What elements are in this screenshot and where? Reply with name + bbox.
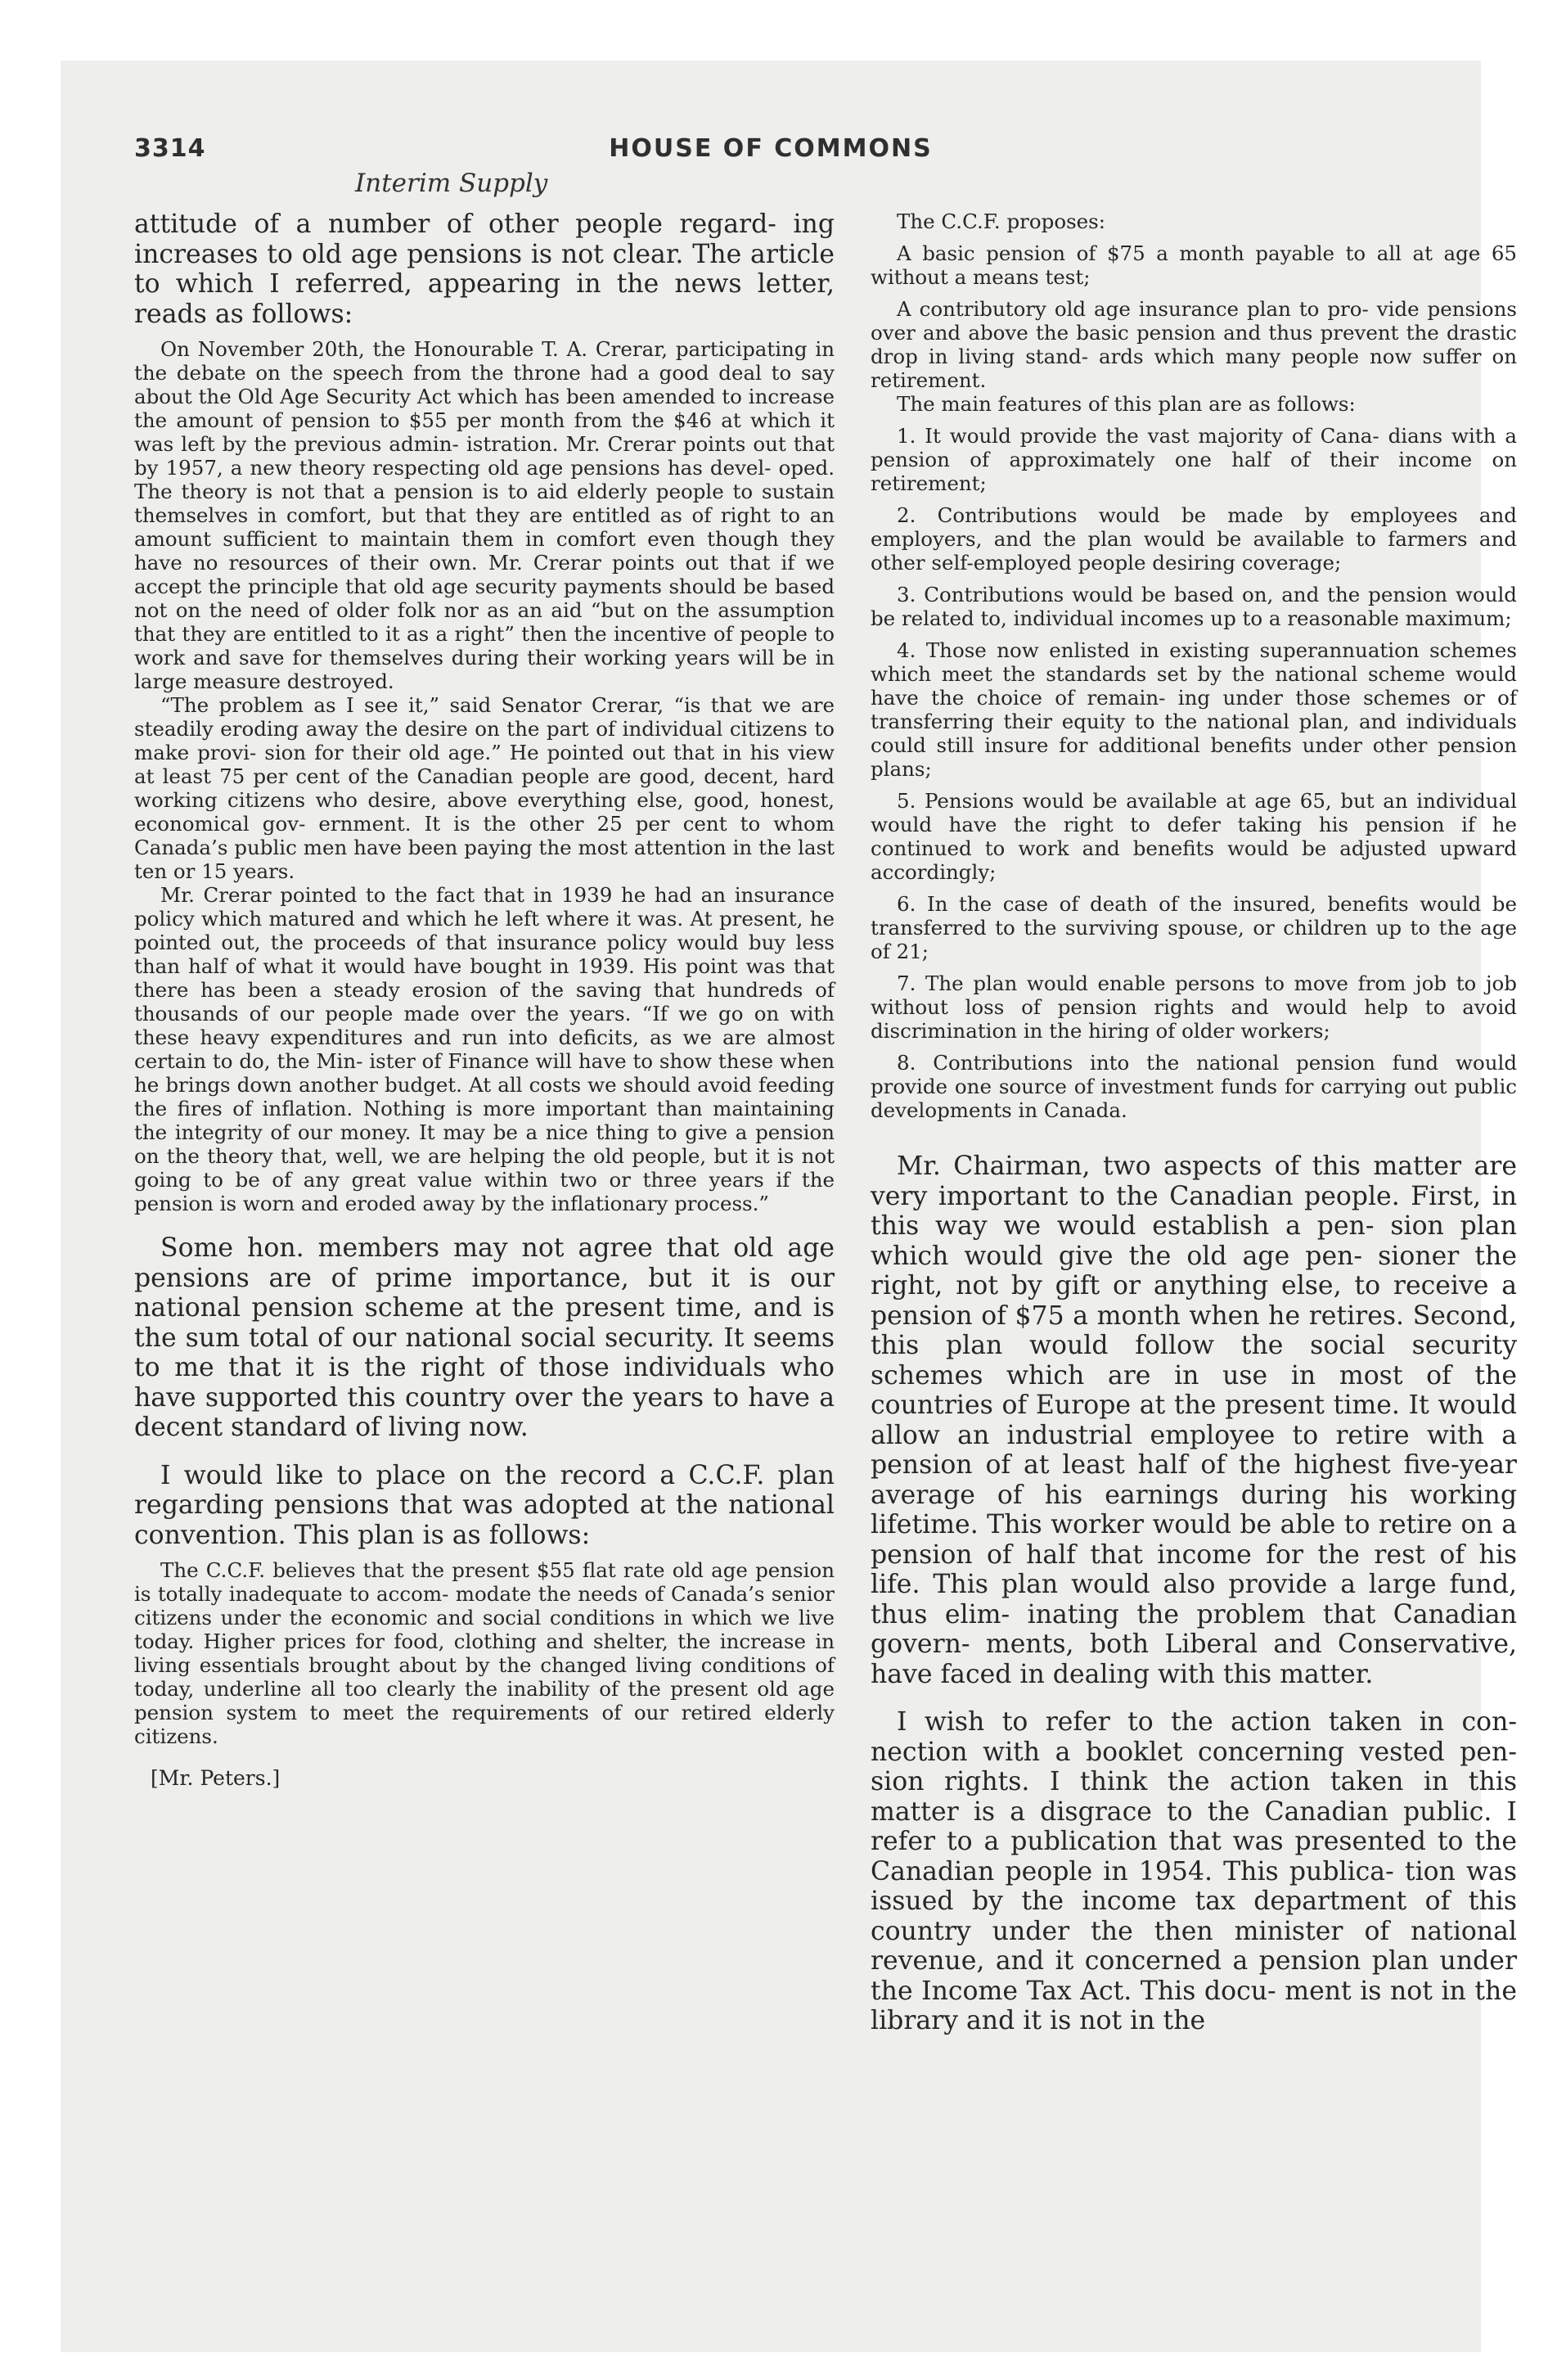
- plan-feature-item: 7. The plan would enable persons to move from job to job without loss of pension rights and would help to avoid discrimination in the hiring of older workers;: [871, 971, 1517, 1043]
- body-paragraph: Some hon. members may not agree that old age pensions are of prime importance, but it is our national pension scheme at the present time, and is the sum total of our national social security. It seems to me that it is the right of those individuals who have supported this country over the years to have a decent standard of living now.: [134, 1233, 835, 1442]
- quoted-paragraph: A basic pension of $75 a month payable to all at age 65 without a means test;: [871, 241, 1517, 289]
- body-paragraph: I would like to place on the record a C.C.F. plan regarding pensions that was adopted at the national convention. This plan is as follows:: [134, 1460, 835, 1550]
- plan-feature-item: 5. Pensions would be available at age 65, but an individual would have the right to defer taking his pension if he continued to work and benefits would be adjusted upward accordingly;: [871, 789, 1517, 884]
- body-paragraph: Mr. Chairman, two aspects of this matter are very important to the Canadian people. First, in this way we would establish a pen- sion plan which would give the old age pen- sioner the right, not by gift or anything else, to receive a pension of $75 a month when he retires. Second, this plan would follow the social security schemes which are in use in most of the countries of Europe at the present time. It would allow an industrial employee to retire with a pension of at least half of the highest five-year average of his earnings during his working lifetime. This worker would be able to retire on a pension of half that income for the rest of his life. This plan would also provide a large fund, thus elim- inating the problem that Canadian govern- ments, both Liberal and Conservative, have faced in dealing with this matter.: [871, 1152, 1517, 1689]
- plan-feature-item: 6. In the case of death of the insured, benefits would be transferred to the surviving spouse, or children up to the age of 21;: [871, 892, 1517, 963]
- plan-feature-item: 3. Contributions would be based on, and the pension would be related to, individual incomes up to a reasonable maximum;: [871, 583, 1517, 630]
- section-subtitle: Interim Supply: [355, 169, 548, 198]
- page-number: 3314: [134, 134, 206, 163]
- quoted-paragraph: Mr. Crerar pointed to the fact that in 1939 he had an insurance policy which matured and which he left where it was. At present, he pointed out, the proceeds of that insurance policy would buy less than half of what it would have bought in 1939. His point was that there has been a steady erosion of the saving that hundreds of thousands of our people made over the years. “If we go on with these heavy expenditures and run into deficits, as we are almost certain to do, the Min- ister of Finance will have to show these when he brings down another budget. At all costs we should avoid feeding the fires of inflation. Nothing is more important than maintaining the integrity of our money. It may be a nice thing to give a pension on the theory that, well, we are helping the old people, but it is not going to be of any great value within two or three years if the pension is worn and eroded away by the inflationary process.”: [134, 883, 835, 1215]
- quoted-paragraph: “The problem as I see it,” said Senator Crerar, “is that we are steadily eroding away the desire on the part of individual citizens to make provi- sion for their old age.” He pointed out that in his view at least 75 per cent of the Canadian people are good, decent, hard working citizens who desire, above everything else, good, honest, economical gov- ernment. It is the other 25 per cent to whom Canada’s public men have been paying the most attention in the last ten or 15 years.: [134, 693, 835, 883]
- plan-feature-item: 2. Contributions would be made by employees and employers, and the plan would be available to farmers and other self-employed people desiring coverage;: [871, 503, 1517, 575]
- right-column: [871, 210, 1517, 2036]
- page-header: [61, 134, 1481, 175]
- left-column: [134, 210, 835, 1790]
- speaker-byline: [Mr. Peters.]: [151, 1766, 281, 1790]
- body-paragraph: I wish to refer to the action taken in con- nection with a booklet concerning vested pen- sion rights. I think the action taken in this matter is a disgrace to the Canadian public. I refer to a publication that was presented to the Canadian people in 1954. This publica- tion was issued by the income tax department of this country under the then minister of national revenue, and it concerned a pension plan under the Income Tax Act. This docu- ment is not in the library and it is not in the: [871, 1707, 1517, 2035]
- quoted-paragraph: The main features of this plan are as follows:: [897, 392, 1356, 416]
- quoted-paragraph: The C.C.F. proposes:: [897, 210, 1105, 233]
- quoted-paragraph: A contributory old age insurance plan to pro- vide pensions over and above the basic pension and thus prevent the drastic drop in living stand- ards which many people now suffer on retirement.: [871, 297, 1517, 392]
- intro-paragraph: attitude of a number of other people regard- ing increases to old age pensions is not clear. The article to which I referred, appearing in the news letter, reads as follows:: [134, 210, 835, 329]
- plan-feature-item: 8. Contributions into the national pension fund would provide one source of investment funds for carrying out public developments in Canada.: [871, 1051, 1517, 1122]
- plan-feature-item: 1. It would provide the vast majority of Cana- dians with a pension of approximately one half of their income on retirement;: [871, 424, 1517, 495]
- quoted-paragraph: On November 20th, the Honourable T. A. Crerar, participating in the debate on the speech from the throne had a good deal to say about the Old Age Security Act which has been amended to increase the amount of pension to $55 per month from the $46 at which it was left by the previous admin- istration. Mr. Crerar points out that by 1957, a new theory respecting old age pensions has devel- oped. The theory is not that a pension is to aid elderly people to sustain themselves in comfort, but that they are entitled as of right to an amount sufficient to maintain them in comfort even though they have no resources of their own. Mr. Crerar points out that if we accept the principle that old age security payments should be based not on the need of older folk nor as an aid “but on the assumption that they are entitled to it as a right” then the incentive of people to work and save for themselves during their working years will be in large measure destroyed.: [134, 337, 835, 693]
- page: [61, 61, 1517, 2352]
- quoted-paragraph: The C.C.F. believes that the present $55 flat rate old age pension is totally inadequate to accom- modate the needs of Canada’s senior citizens under the economic and social conditions in which we live today. Higher prices for food, clothing and shelter, the increase in living essentials brought about by the changed living conditions of today, underline all too clearly the inability of the present old age pension system to meet the requirements of our retired elderly citizens.: [134, 1558, 835, 1748]
- plan-feature-item: 4. Those now enlisted in existing superannuation schemes which meet the standards set by the national scheme would have the choice of remain- ing under those schemes or of transferring their equity to the national plan, and individuals could still insure for additional benefits under other pension plans;: [871, 638, 1517, 781]
- page-title: HOUSE OF COMMONS: [609, 134, 933, 163]
